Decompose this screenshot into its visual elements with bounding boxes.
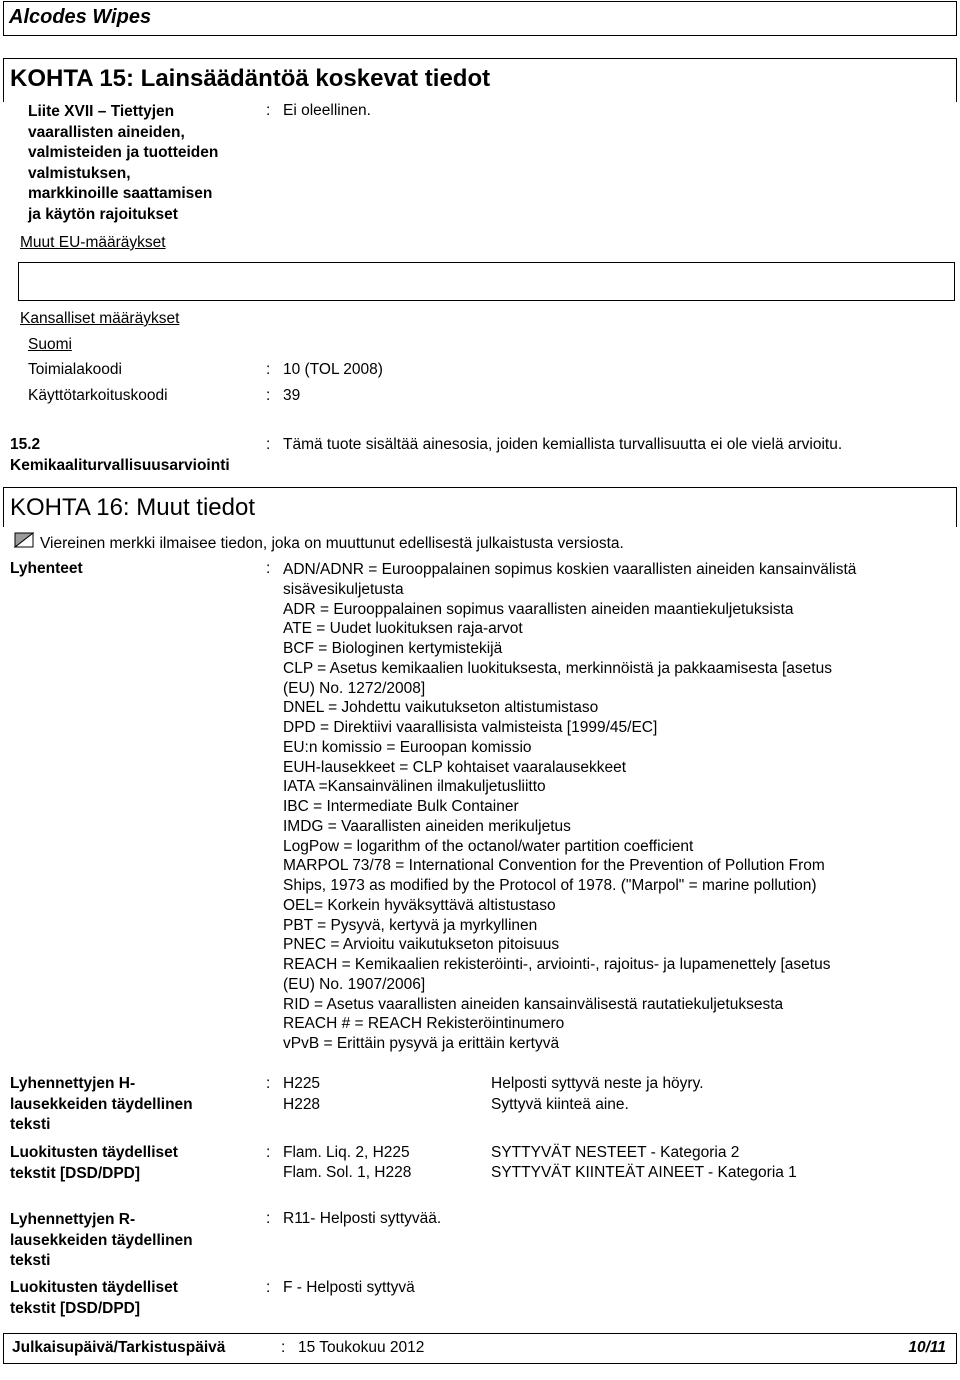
- r-value: R11- Helposti syttyvää.: [283, 1210, 442, 1227]
- dsd2-label: [10, 1278, 178, 1319]
- abbreviation-item: REACH # = REACH Rekisteröintinumero: [283, 1015, 565, 1033]
- abbreviation-item: vPvB = Erittäin pysyvä ja erittäin kertyvä: [283, 1035, 560, 1052]
- h-full-label-line: Lyhennettyjen H-: [10, 1075, 136, 1092]
- abbr-colon: :: [266, 560, 271, 577]
- annex-label: [28, 102, 218, 225]
- change-note: Viereinen merkki ilmaisee tiedon, joka on muuttunut edellisestä julkaistusta versiosta.: [40, 535, 624, 552]
- r-full-label: [10, 1210, 193, 1272]
- abbreviation-item: IATA =Kansainvälinen ilmakuljetusliitto: [283, 778, 546, 796]
- abbreviation-item: EU:n komissio = Euroopan komissio: [283, 738, 532, 756]
- abbreviation-item: CLP = Asetus kemikaalien luokituksesta, merkinnöistä ja pakkaamisesta [asetus: [283, 659, 832, 677]
- r-full-label-line: teksti: [10, 1252, 51, 1269]
- dsd-code: Flam. Sol. 1, H228: [283, 1164, 412, 1181]
- abbreviation-item: BCF = Biologinen kertymistekijä: [283, 640, 503, 657]
- abbreviation-item: ADR = Eurooppalainen sopimus vaarallisten aineiden maantiekuljetuksista: [283, 600, 794, 618]
- h-full-label-line: teksti: [10, 1116, 51, 1133]
- csa-value: Tämä tuote sisältää ainesosia, joiden kemiallista turvallisuutta ei ole vielä arvioitu.: [283, 436, 843, 453]
- dsd-code: Flam. Liq. 2, H225: [283, 1144, 410, 1161]
- abbreviation-item: ADN/ADNR = Eurooppalainen sopimus koskien vaarallisten aineiden kansainvälistä: [283, 561, 857, 578]
- csa-colon: :: [266, 436, 271, 453]
- annex-label-line: valmistuksen,: [28, 164, 131, 182]
- abbreviation-item: DPD = Direktiivi vaarallisista valmisteista [1999/45/EC]: [283, 719, 658, 736]
- annex-label-line: markkinoille saattamisen: [28, 185, 213, 202]
- abbreviation-item: DNEL = Johdettu vaikutukseton altistumistaso: [283, 699, 599, 717]
- h-colon: :: [266, 1075, 271, 1092]
- dsd2-value: F - Helposti syttyvä: [283, 1279, 415, 1296]
- industry-code-label: Toimialakoodi: [28, 361, 122, 378]
- other-eu-empty-box: [18, 262, 955, 301]
- h-full-label: [10, 1074, 193, 1136]
- usage-code-label: Käyttötarkoituskoodi: [28, 387, 168, 404]
- section16-title: KOHTA 16: Muut tiedot: [10, 494, 256, 521]
- dsd2-label-line: Luokitusten täydelliset: [10, 1279, 178, 1296]
- document-title: Alcodes Wipes: [9, 6, 152, 28]
- abbreviation-item: sisävesikuljetusta: [283, 580, 404, 598]
- annex-value: Ei oleellinen.: [283, 102, 371, 119]
- dsd2-colon: :: [266, 1279, 271, 1296]
- h-text: Syttyvä kiinteä aine.: [491, 1096, 629, 1113]
- annex-label-line: ja käytön rajoitukset: [28, 205, 178, 223]
- abbreviation-item: OEL= Korkein hyväksyttävä altistustaso: [283, 896, 556, 914]
- csa-label: Kemikaaliturvallisuusarviointi: [10, 457, 230, 474]
- abbreviation-item: IMDG = Vaarallisten aineiden merikuljetus: [283, 817, 571, 835]
- abbreviation-item: EUH-lausekkeet = CLP kohtaiset vaaralausekkeet: [283, 758, 627, 776]
- r-colon: :: [266, 1210, 271, 1227]
- abbreviation-item: ATE = Uudet luokituksen raja-arvot: [283, 620, 523, 638]
- footer-page-number: 10/11: [908, 1339, 946, 1356]
- dsd-colon: :: [266, 1144, 271, 1161]
- h-code: H228: [283, 1096, 321, 1113]
- annex-label-line: vaarallisten aineiden,: [28, 123, 185, 141]
- abbr-label: Lyhenteet: [10, 560, 83, 577]
- abbreviation-item: REACH = Kemikaalien rekisteröinti-, arviointi-, rajoitus- ja lupamenettely [asetus: [283, 956, 831, 973]
- abbreviation-item: RID = Asetus vaarallisten aineiden kansainvälisestä rautatiekuljetuksesta: [283, 995, 784, 1013]
- abbreviation-item: MARPOL 73/78 = International Convention for the Prevention of Pollution From: [283, 857, 825, 875]
- national-heading: Kansalliset määräykset: [20, 310, 180, 327]
- other-eu-heading: Muut EU-määräykset: [20, 234, 166, 251]
- abbreviation-item: Ships, 1973 as modified by the Protocol of 1978. ("Marpol" = marine pollution): [283, 877, 817, 894]
- footer-date-value: 15 Toukokuu 2012: [298, 1339, 425, 1356]
- abbreviation-item: (EU) No. 1272/2008]: [283, 679, 426, 697]
- h-full-label-line: lausekkeiden täydellinen: [10, 1095, 193, 1113]
- usage-code-value: 39: [283, 387, 301, 404]
- abbreviation-item: IBC = Intermediate Bulk Container: [283, 798, 519, 815]
- section15-title: KOHTA 15: Lainsäädäntöä koskevat tiedot: [10, 65, 491, 92]
- dsd-label-line: Luokitusten täydelliset: [10, 1144, 178, 1161]
- abbreviation-item: PNEC = Arvioitu vaikutukseton pitoisuus: [283, 936, 560, 954]
- dsd-label-line: tekstit [DSD/DPD]: [10, 1164, 141, 1182]
- footer-date-label: Julkaisupäivä/Tarkistuspäivä: [12, 1339, 226, 1356]
- annex-label-line: valmisteiden ja tuotteiden: [28, 144, 219, 161]
- h-code: H225: [283, 1075, 321, 1092]
- abbreviation-item: (EU) No. 1907/2006]: [283, 975, 426, 993]
- abbreviation-item: LogPow = logarithm of the octanol/water partition coefficient: [283, 837, 694, 855]
- dsd-label: [10, 1143, 178, 1184]
- industry-code-colon: :: [266, 361, 271, 378]
- h-text: Helposti syttyvä neste ja höyry.: [491, 1075, 704, 1092]
- dsd-text: SYTTYVÄT KIINTEÄT AINEET - Kategoria 1: [491, 1164, 797, 1181]
- annex-label-line: Liite XVII – Tiettyjen: [28, 103, 175, 120]
- industry-code-value: 10 (TOL 2008): [283, 361, 383, 378]
- abbreviation-item: PBT = Pysyvä, kertyvä ja myrkyllinen: [283, 916, 538, 934]
- usage-code-colon: :: [266, 387, 271, 404]
- dsd-text: SYTTYVÄT NESTEET - Kategoria 2: [491, 1144, 740, 1161]
- change-marker-icon: [14, 532, 34, 548]
- footer-date-colon: :: [281, 1339, 286, 1356]
- csa-number: 15.2: [10, 436, 41, 453]
- annex-colon: :: [266, 102, 271, 119]
- country-heading: Suomi: [28, 336, 72, 353]
- r-full-label-line: Lyhennettyjen R-: [10, 1211, 136, 1228]
- dsd2-label-line: tekstit [DSD/DPD]: [10, 1299, 141, 1317]
- r-full-label-line: lausekkeiden täydellinen: [10, 1231, 193, 1249]
